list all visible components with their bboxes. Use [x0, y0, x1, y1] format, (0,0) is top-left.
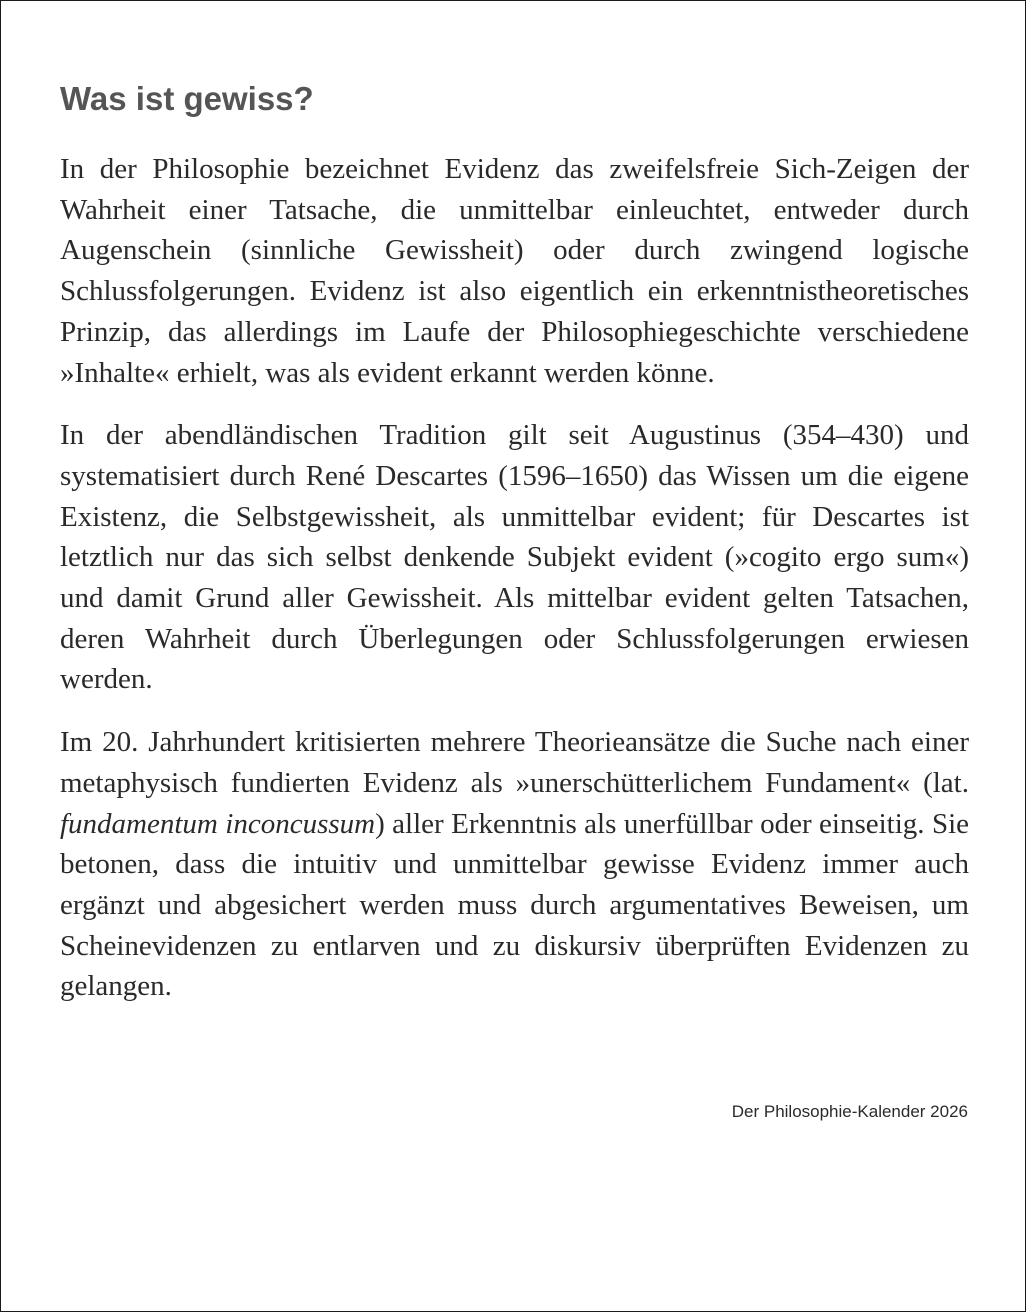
paragraph-1: In der Philosophie bezeichnet Evidenz das zweifelsfreie Sich-Zeigen der Wahrheit einer Tatsache, die unmittelbar einleuchtet, entweder durch Augenschein (sinnliche Gewissheit) oder durch zwingend logische Schlussfolgerungen. Evidenz ist also eigentlich ein erkenntnistheoretisches Prinzip, das allerdings im Laufe der Philosophiegeschichte verschiedene »Inhalte« erhielt, was als evident erkannt werden könne. — [60, 153, 969, 389]
page-title: Was ist gewiss? — [60, 80, 314, 117]
paragraph-3 — [60, 722, 969, 1007]
paragraph-3-text-after: ) aller Erkenntnis als unerfüllbar oder einseitig. Sie betonen, dass die intuitiv und unmittelbar gewisse Evidenz immer auch ergänzt und abgesichert werden muss durch argumentatives Beweisen, um Scheinevidenzen zu entlarven und zu diskursiv überprüften Evidenzen zu gelangen. — [60, 807, 970, 1003]
article — [60, 77, 969, 1029]
paragraph-3-text-before: Im 20. Jahrhundert kritisierten mehrere Theorieansätze die Suche nach einer metaphysisch fundierten Evidenz als »unerschütterlichem Fundament« (lat. — [60, 726, 969, 799]
latin-term: fundamentum inconcussum — [60, 807, 376, 840]
paragraph-2: In der abendländischen Tradition gilt seit Augustinus (354–430) und systematisiert durch René Descartes (1596–1650) das Wissen um die eigene Existenz, die Selbstgewissheit, als unmittelbar evident; für Descartes ist letztlich nur das sich selbst denkende Subjekt evident (»cogito ergo sum«) und damit Grund aller Gewissheit. Als mittelbar evident gelten Tatsachen, deren Wahrheit durch Überlegungen oder Schlussfolgerungen erwiesen werden. — [60, 419, 969, 696]
footer-source: Der Philosophie-Kalender 2026 — [731, 1102, 968, 1121]
